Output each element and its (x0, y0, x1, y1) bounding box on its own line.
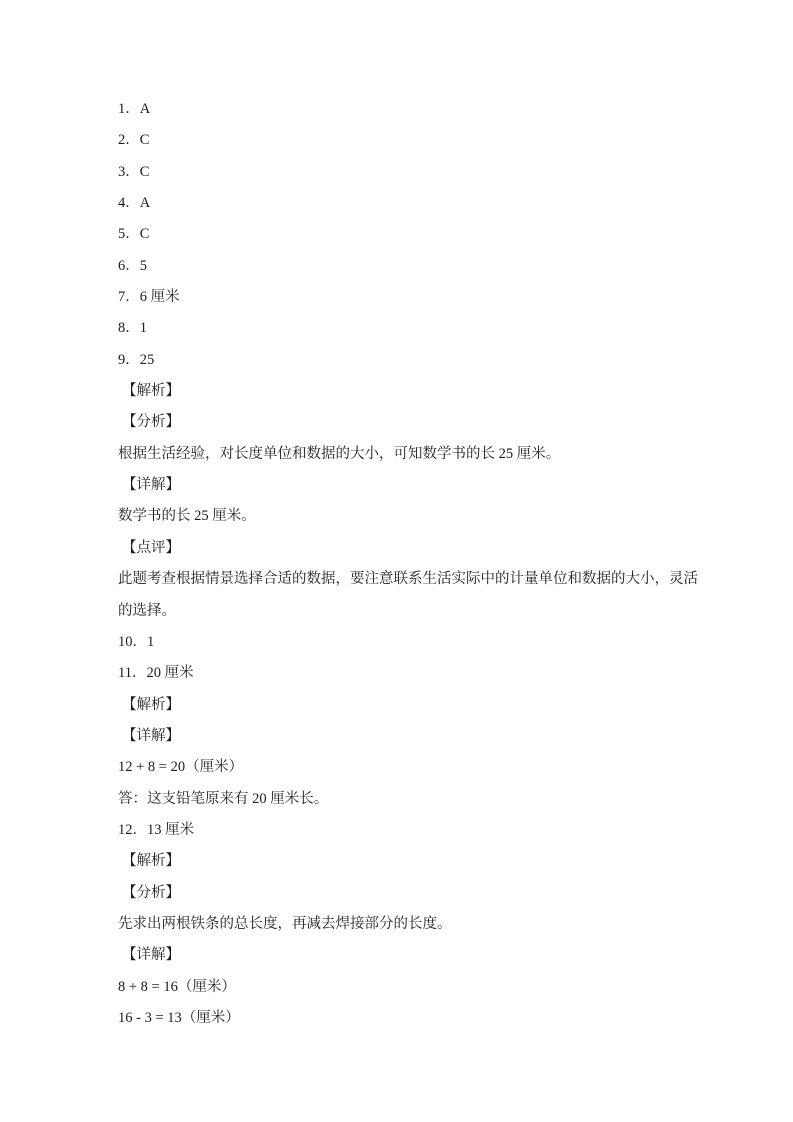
section-label-xiangjie: 【详解】 (122, 947, 180, 964)
explanation-text: 数学书的长 25 厘米。 (118, 508, 256, 525)
explanation-text: 先求出两根铁条的总长度，再减去焊接部分的长度。 (118, 915, 452, 932)
document-content (118, 94, 698, 1034)
answer-line-12: 12．13 厘米 (118, 821, 195, 838)
answer-line-6: 6．5 (118, 257, 147, 274)
section-label-fenxi: 【分析】 (122, 414, 180, 431)
answer-line-9: 9．25 (118, 351, 155, 368)
answer-line-3: 3．C (118, 163, 150, 180)
section-label-xiangjie: 【详解】 (122, 477, 180, 494)
section-label-jiexi: 【解析】 (122, 696, 180, 713)
section-label-dianping: 【点评】 (122, 539, 180, 556)
section-label-jiexi: 【解析】 (122, 383, 180, 400)
section-label-xiangjie: 【详解】 (122, 727, 180, 744)
equation-text: 16 - 3 = 13（厘米） (118, 1009, 240, 1026)
answer-line-11: 11．20 厘米 (118, 665, 194, 682)
answer-line-4: 4．A (118, 195, 151, 212)
explanation-text: 此题考查根据情景选择合适的数据，要注意联系生活实际中的计量单位和数据的大小，灵活 (118, 571, 698, 588)
answer-line-5: 5．C (118, 226, 150, 243)
section-label-jiexi: 【解析】 (122, 853, 180, 870)
equation-text: 12 + 8 = 20（厘米） (118, 759, 244, 776)
explanation-text-continued: 的选择。 (118, 602, 176, 619)
answer-sentence: 答：这支铅笔原来有 20 厘米长。 (118, 790, 329, 807)
section-label-fenxi: 【分析】 (122, 884, 180, 901)
equation-text: 8 + 8 = 16（厘米） (118, 978, 236, 995)
explanation-text: 根据生活经验，对长度单位和数据的大小，可知数学书的长 25 厘米。 (118, 445, 561, 462)
answer-line-2: 2．C (118, 132, 150, 149)
answer-line-10: 10．1 (118, 633, 155, 650)
answer-line-8: 8．1 (118, 320, 147, 337)
answer-line-1: 1．A (118, 101, 151, 117)
answer-line-7: 7．6 厘米 (118, 289, 180, 306)
